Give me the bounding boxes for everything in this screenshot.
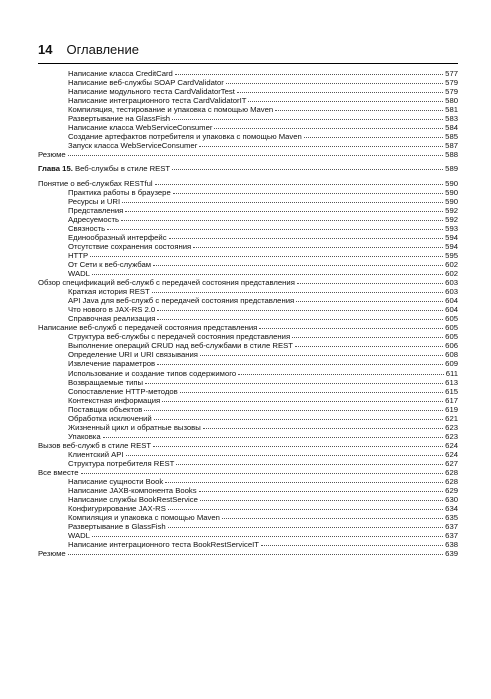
dot-leader [154, 419, 443, 420]
dot-leader [168, 509, 443, 510]
toc-entry [38, 387, 458, 396]
toc-entry-title: Написание модульного теста CardValidatorTest [68, 87, 235, 97]
dot-leader [162, 401, 443, 402]
toc-entry-title: Компиляция, тестирование и упаковка с помощью Maven [68, 105, 274, 115]
dot-leader [203, 428, 443, 429]
toc-entry [38, 96, 458, 105]
toc-entry-page: 592 [445, 205, 458, 215]
dot-leader [214, 128, 443, 129]
toc-entry-title: WADL [68, 531, 90, 541]
toc-entry [38, 287, 458, 296]
dot-leader [122, 202, 443, 203]
toc-entry-title: Контекстная информация [68, 395, 161, 405]
dot-leader [199, 491, 444, 492]
toc-entry-title: Написание веб-служб с передачей состояния представления [38, 323, 258, 333]
page-title: Оглавление [66, 42, 139, 57]
toc-entry [38, 477, 458, 486]
toc-entry [38, 251, 458, 260]
toc-entry-page: 579 [445, 78, 458, 88]
dot-leader [237, 92, 443, 93]
toc-entry-page: 603 [445, 287, 458, 297]
toc-entry-title: WADL [68, 268, 90, 278]
dot-leader [175, 74, 443, 75]
toc-entry [38, 188, 458, 197]
toc-entry [38, 114, 458, 123]
toc-entry-page: 584 [445, 123, 458, 133]
dot-leader [226, 83, 443, 84]
toc-entry-title: Отсутствие сохранения состояния [68, 241, 192, 251]
toc-entry-page: 638 [445, 540, 458, 550]
toc-entry-title: Обработка исключений [68, 413, 152, 423]
toc-entry-title: Написание веб-службы SOAP CardValidator [68, 78, 224, 88]
toc-entry [38, 69, 458, 78]
toc-entry [38, 332, 458, 341]
dot-leader [296, 301, 443, 302]
toc-entry-title: Единообразный интерфейс [68, 232, 167, 242]
toc-entry [38, 513, 458, 522]
toc-entry-page: 590 [445, 196, 458, 206]
toc-entry-title: Написание класса WebServiceConsumer [68, 123, 213, 133]
toc-entry-title: Написание сущности Book [68, 477, 164, 487]
toc-entry-title: Понятие о веб-службах RESTful [38, 178, 153, 188]
dot-leader [103, 437, 444, 438]
toc-entry [38, 123, 458, 132]
toc-entry-title: Представления [68, 205, 124, 215]
toc-entry-page: 639 [445, 549, 458, 559]
toc-entry [38, 132, 458, 141]
toc-entry-page: 605 [445, 314, 458, 324]
toc-entry-title: Использование и создание типов содержимого [68, 368, 237, 378]
dot-leader [248, 101, 443, 102]
toc-entry-page: 603 [445, 278, 458, 288]
toc-entry-title: Написание интеграционного теста CardValidatorIT [68, 96, 247, 106]
toc-entry-page: 615 [445, 386, 458, 396]
toc-entry-title: Запуск класса WebServiceConsumer [68, 141, 198, 151]
toc-entry-page: 629 [445, 486, 458, 496]
toc-entry-page: 590 [445, 187, 458, 197]
toc-entry [38, 423, 458, 432]
dot-leader [157, 310, 443, 311]
toc-entry [38, 105, 458, 114]
toc-entry [38, 432, 458, 441]
toc-entry [38, 495, 458, 504]
toc-entry [38, 242, 458, 251]
dot-leader [261, 545, 443, 546]
dot-leader [68, 155, 444, 156]
toc-entry [38, 197, 458, 206]
dot-leader [165, 482, 443, 483]
toc-entry [38, 504, 458, 513]
toc-entry [38, 414, 458, 423]
toc-entry-page: 605 [445, 323, 458, 333]
dot-leader [68, 554, 444, 555]
toc-entry-title: Развертывание на GlassFish [68, 114, 171, 124]
toc-entry-page: 630 [445, 495, 458, 505]
toc-entry-page: 634 [445, 504, 458, 514]
dot-leader [180, 392, 443, 393]
toc-entry-title: Резюме [38, 549, 66, 559]
toc-entry [38, 141, 458, 150]
toc-entry-page: 604 [445, 296, 458, 306]
toc-entry-page: 624 [445, 440, 458, 450]
toc-entry-page: 621 [445, 413, 458, 423]
toc-entry-page: 602 [445, 268, 458, 278]
dot-leader [238, 374, 444, 375]
toc-entry-page: 617 [445, 395, 458, 405]
toc-entry-title: Структура веб-службы с передачей состояния представления [68, 332, 291, 342]
dot-leader [193, 247, 443, 248]
dot-leader [81, 473, 444, 474]
dot-leader [172, 119, 443, 120]
dot-leader [125, 211, 443, 212]
toc-entry-title: Возвращаемые типы [68, 377, 144, 387]
toc-entry [38, 215, 458, 224]
toc-entry [38, 359, 458, 368]
toc-entry-page: 595 [445, 250, 458, 260]
toc-entry-title: Связность [68, 223, 106, 233]
toc-entry-page: 593 [445, 223, 458, 233]
toc-entry [38, 450, 458, 459]
toc-entry [38, 314, 458, 323]
toc-entry-title: Поставщик объектов [68, 404, 143, 414]
toc-entry-page: 577 [445, 69, 458, 78]
toc-entry [38, 486, 458, 495]
toc-entry [38, 164, 458, 173]
toc-entry-page: 588 [445, 150, 458, 160]
dot-leader [144, 410, 443, 411]
toc-entry-page: 637 [445, 522, 458, 532]
toc-entry-title: Развертывание в GlassFish [68, 522, 166, 532]
toc-entry-page: 606 [445, 341, 458, 351]
dot-leader [292, 337, 443, 338]
toc-entry-title [38, 164, 170, 173]
toc-entry [38, 224, 458, 233]
toc-entry-page: 583 [445, 114, 458, 124]
toc-entry-title: Адресуемость [68, 214, 119, 224]
dot-leader [92, 536, 443, 537]
dot-leader [92, 274, 443, 275]
toc-entry [38, 260, 458, 269]
toc-entry [38, 405, 458, 414]
toc-entry-title: Все вместе [38, 468, 79, 478]
toc-entry-page: 594 [445, 232, 458, 242]
toc-entry-title: HTTP [68, 250, 89, 260]
dot-leader [295, 346, 443, 347]
toc-entry [38, 378, 458, 387]
toc-entry-page: 581 [445, 105, 458, 115]
dot-leader [200, 355, 443, 356]
toc-entry-page: 627 [445, 458, 458, 468]
toc-entry-title: Резюме [38, 150, 66, 160]
toc-entry [38, 350, 458, 359]
toc-entry-title: Справочная реализация [68, 314, 156, 324]
dot-leader [153, 446, 443, 447]
toc-entry [38, 522, 458, 531]
toc-entry-page: 605 [445, 332, 458, 342]
toc-entry-page: 635 [445, 513, 458, 523]
toc-entry-page: 623 [445, 422, 458, 432]
toc-entry [38, 459, 458, 468]
dot-leader [304, 137, 443, 138]
toc-entry-title: Сопоставление HTTP-методов [68, 386, 178, 396]
toc-entry [38, 278, 458, 287]
toc-entry-page: 594 [445, 241, 458, 251]
toc-entry-title: Компиляция и упаковка с помощью Maven [68, 513, 220, 523]
toc-entry [38, 269, 458, 278]
dot-leader [121, 220, 443, 221]
toc-entry-page: 637 [445, 531, 458, 541]
dot-leader [275, 110, 443, 111]
dot-leader [199, 146, 443, 147]
dot-leader [157, 364, 443, 365]
header-rule [38, 63, 458, 64]
toc-entry [38, 296, 458, 305]
table-of-contents [38, 69, 458, 558]
toc-entry-title: API Java для веб-служб с передачей состояния представления [68, 296, 295, 306]
toc-entry [38, 233, 458, 242]
toc-entry-page: 604 [445, 305, 458, 315]
toc-entry-page: 589 [445, 164, 458, 174]
dot-leader [168, 527, 444, 528]
toc-entry [38, 323, 458, 332]
dot-leader [297, 283, 443, 284]
toc-entry-title: Конфигурирование JAX-RS [68, 504, 166, 514]
dot-leader [169, 238, 444, 239]
toc-entry-page: 592 [445, 214, 458, 224]
toc-entry-page: 609 [445, 359, 458, 369]
toc-entry-title: Вызов веб-служб в стиле REST [38, 440, 152, 450]
toc-entry-title: Структура потребителя REST [68, 458, 175, 468]
toc-entry-page: 602 [445, 259, 458, 269]
dot-leader [259, 328, 443, 329]
toc-entry-page: 624 [445, 449, 458, 459]
toc-entry-title: Упаковка [68, 431, 101, 441]
toc-entry-title: Написание интеграционного теста BookRestServiceIT [68, 540, 259, 550]
toc-entry [38, 179, 458, 188]
page-header [38, 42, 458, 60]
toc-entry [38, 150, 458, 159]
dot-leader [152, 292, 443, 293]
toc-entry-page: 579 [445, 87, 458, 97]
toc-entry [38, 396, 458, 405]
toc-entry-title: Извлечение параметров [68, 359, 156, 369]
dot-leader [176, 464, 443, 465]
toc-entry-page: 623 [445, 431, 458, 441]
toc-entry-page: 619 [445, 404, 458, 414]
dot-leader [157, 319, 443, 320]
toc-entry [38, 441, 458, 450]
dot-leader [173, 193, 443, 194]
toc-entry-title: От Сети к веб-службам [68, 259, 152, 269]
toc-entry-title: Ресурсы и URI [68, 196, 121, 206]
dot-leader [90, 256, 443, 257]
toc-entry [38, 305, 458, 314]
toc-entry-page: 585 [445, 132, 458, 142]
toc-entry-page: 587 [445, 141, 458, 151]
toc-entry-page: 611 [445, 368, 458, 378]
dot-leader [145, 383, 443, 384]
toc-entry-page: 608 [445, 350, 458, 360]
toc-entry-title: Написание JAXB-компонента Books [68, 486, 197, 496]
toc-entry-title: Написание службы BookRestService [68, 495, 198, 505]
chapter-number: Глава 15. [38, 164, 73, 174]
dot-leader [222, 518, 443, 519]
toc-entry-title: Практика работы в браузере [68, 187, 171, 197]
toc-entry-title: Определение URI и URI связывания [68, 350, 198, 360]
toc-entry-title: Клиентский API [68, 449, 124, 459]
toc-entry-title: Выполнение операций CRUD над веб-службами в стиле REST [68, 341, 293, 351]
chapter-title: Веб-службы в стиле REST [72, 164, 171, 174]
toc-entry-page: 628 [445, 468, 458, 478]
dot-leader [126, 455, 444, 456]
toc-entry [38, 369, 458, 378]
dot-leader [153, 265, 443, 266]
toc-entry-page: 613 [445, 377, 458, 387]
toc-entry [38, 341, 458, 350]
toc-entry [38, 468, 458, 477]
toc-entry [38, 87, 458, 96]
toc-entry-page: 580 [445, 96, 458, 106]
page-number: 14 [38, 42, 53, 57]
dot-leader [155, 184, 444, 185]
toc-entry [38, 206, 458, 215]
dot-leader [200, 500, 443, 501]
toc-entry-title: Создание артефактов потребителя и упаковка с помощью Maven [68, 132, 302, 142]
toc-entry [38, 531, 458, 540]
toc-entry-title: Краткая история REST [68, 287, 150, 297]
dot-leader [107, 229, 443, 230]
toc-entry [38, 540, 458, 549]
toc-entry-page: 590 [445, 178, 458, 188]
toc-entry-page: 628 [445, 477, 458, 487]
toc-entry [38, 78, 458, 87]
toc-entry-title: Обзор спецификаций веб-служб с передачей состояния представления [38, 278, 295, 288]
toc-entry-title: Что нового в JAX-RS 2.0 [68, 305, 156, 315]
toc-entry [38, 549, 458, 558]
toc-entry-title: Написание класса CreditCard [68, 69, 173, 78]
dot-leader [172, 169, 443, 170]
toc-entry-title: Жизненный цикл и обратные вызовы [68, 422, 201, 432]
